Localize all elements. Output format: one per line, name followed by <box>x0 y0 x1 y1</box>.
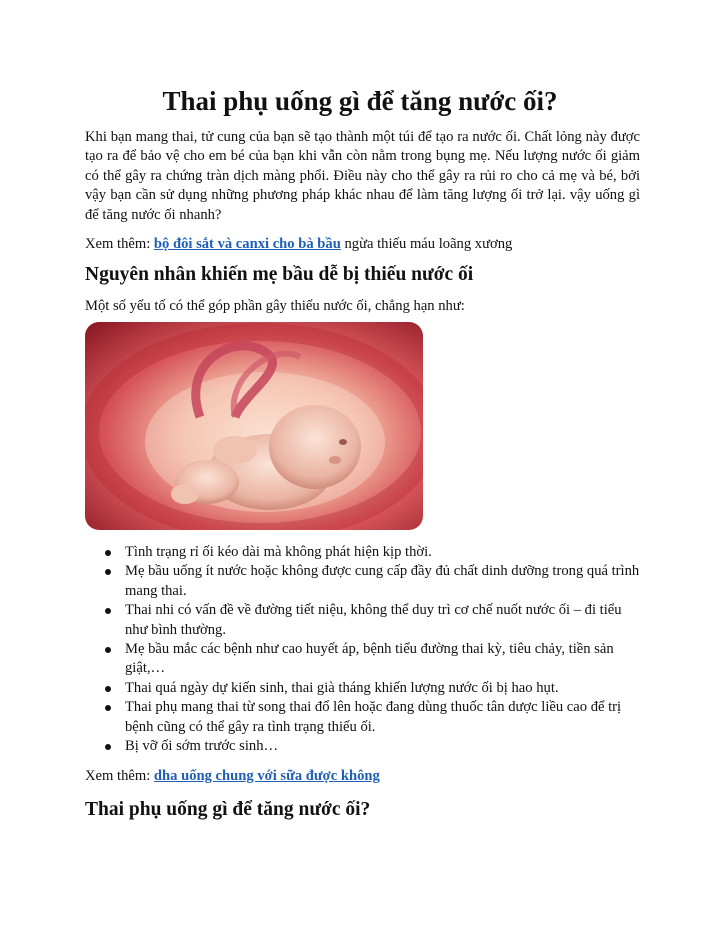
list-item: Thai phụ mang thai từ song thai đổ lên hoặc đang dùng thuốc tân dược liều cao để trị bệnh cũng có thể gây ra tình trạng thiếu ối. <box>85 698 640 737</box>
list-item: Mẹ bầu mắc các bệnh như cao huyết áp, bệnh tiểu đường thai kỳ, tiêu chảy, tiền sản giật,… <box>85 640 640 679</box>
list-item: Thai quá ngày dự kiến sinh, thai già tháng khiến lượng nước ối bị hao hụt. <box>85 679 640 698</box>
see-more-prefix: Xem thêm: <box>85 768 154 784</box>
bullet-icon <box>105 608 111 614</box>
list-item: Thai nhi có vấn đề về đường tiết niệu, không thể duy trì cơ chế nuốt nước ối – đi tiểu như bình thường. <box>85 601 640 640</box>
drinks-heading: Thai phụ uống gì để tăng nước ối? <box>85 799 371 820</box>
fetus-image <box>85 322 423 530</box>
list-item: Bị vỡ ối sớm trước sinh… <box>85 737 640 756</box>
iron-calcium-link[interactable]: bộ đôi sắt và canxi cho bà bầu <box>153 236 341 252</box>
dha-milk-link[interactable]: dha uống chung với sữa được không <box>153 768 380 784</box>
causes-list <box>85 543 640 756</box>
causes-heading: Nguyên nhân khiến mẹ bầu dễ bị thiếu nước ối <box>85 264 474 285</box>
list-item: Tình trạng rỉ ối kéo dài mà không phát hiện kịp thời. <box>85 543 640 562</box>
intro-paragraph: Khi bạn mang thai, tử cung của bạn sẽ tạo thành một túi để tạo ra nước ối. Chất lỏng này được tạo ra để bảo vệ cho em bé của bạn khi vẫn còn nằm trong bụng mẹ. Nếu lượng nước ối giảm có thể gây ra chứng tràn dịch màng phổi. Điều này cho thể gây ra rủi ro cho cả mẹ và bé, bởi vậy bạn cần sử dụng những phương pháp khác nhau để làm tăng lượng ối trở lại. vậy uống gì để tăng nước ối nhanh? <box>85 129 640 223</box>
bullet-icon <box>105 647 111 653</box>
bullet-icon <box>105 686 111 692</box>
list-item: Mẹ bầu uống ít nước hoặc không được cung cấp đầy đủ chất dinh dưỡng trong quá trình mang thai. <box>85 562 640 601</box>
bullet-icon <box>105 569 111 575</box>
see-more-line-2 <box>85 767 640 786</box>
causes-intro: Một số yếu tố có thể góp phần gây thiếu nước ối, chẳng hạn như: <box>85 298 465 314</box>
see-more-suffix: ngừa thiếu máu loãng xương <box>340 236 513 252</box>
page-title: Thai phụ uống gì để tăng nước ối? <box>162 86 558 116</box>
bullet-icon <box>105 705 111 711</box>
bullet-icon <box>105 550 111 556</box>
bullet-icon <box>105 744 111 750</box>
see-more-prefix: Xem thêm: <box>85 236 154 252</box>
see-more-line-1 <box>85 235 640 254</box>
